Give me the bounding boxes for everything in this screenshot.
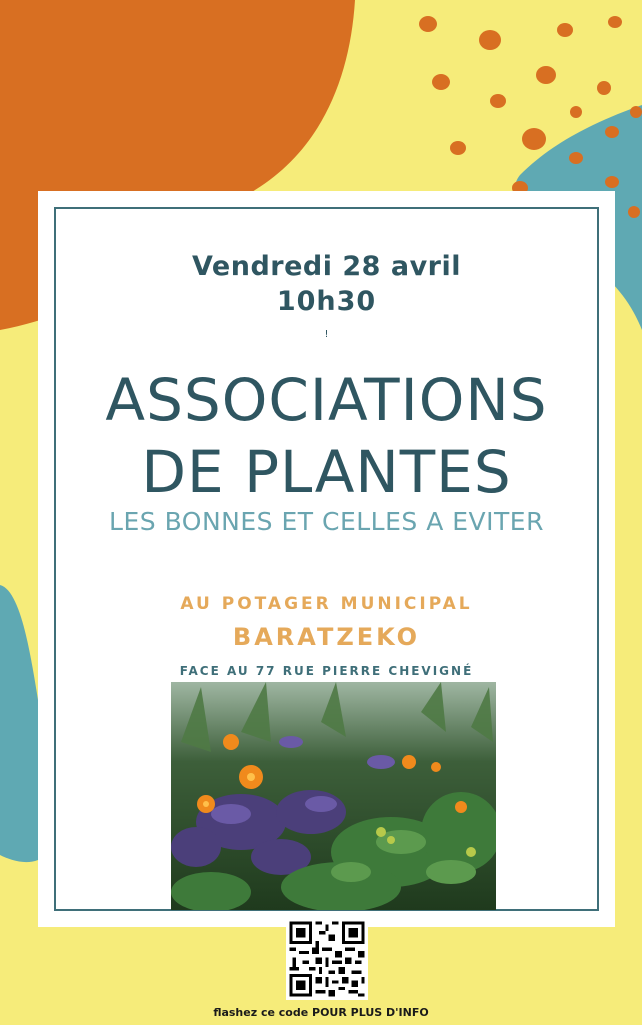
small-mark: ! [324,329,329,340]
subtitle: LES BONNES ET CELLES A EVITER [109,507,544,536]
event-card [38,191,615,927]
event-date: Vendredi 28 avril [191,251,461,282]
title-line-1: ASSOCIATIONS [105,366,548,434]
qr-code[interactable] [286,918,368,1000]
event-time: 10h30 [276,286,377,317]
location-line: AU POTAGER MUNICIPAL [180,594,473,614]
garden-photo [171,682,496,910]
location-name: BARATZEKO [232,623,421,651]
title-line-2: DE PLANTES [141,438,512,506]
footer-text: flashez ce code POUR PLUS D'INFO [213,1006,429,1019]
location-address: FACE AU 77 RUE PIERRE CHEVIGNÉ [179,664,474,678]
